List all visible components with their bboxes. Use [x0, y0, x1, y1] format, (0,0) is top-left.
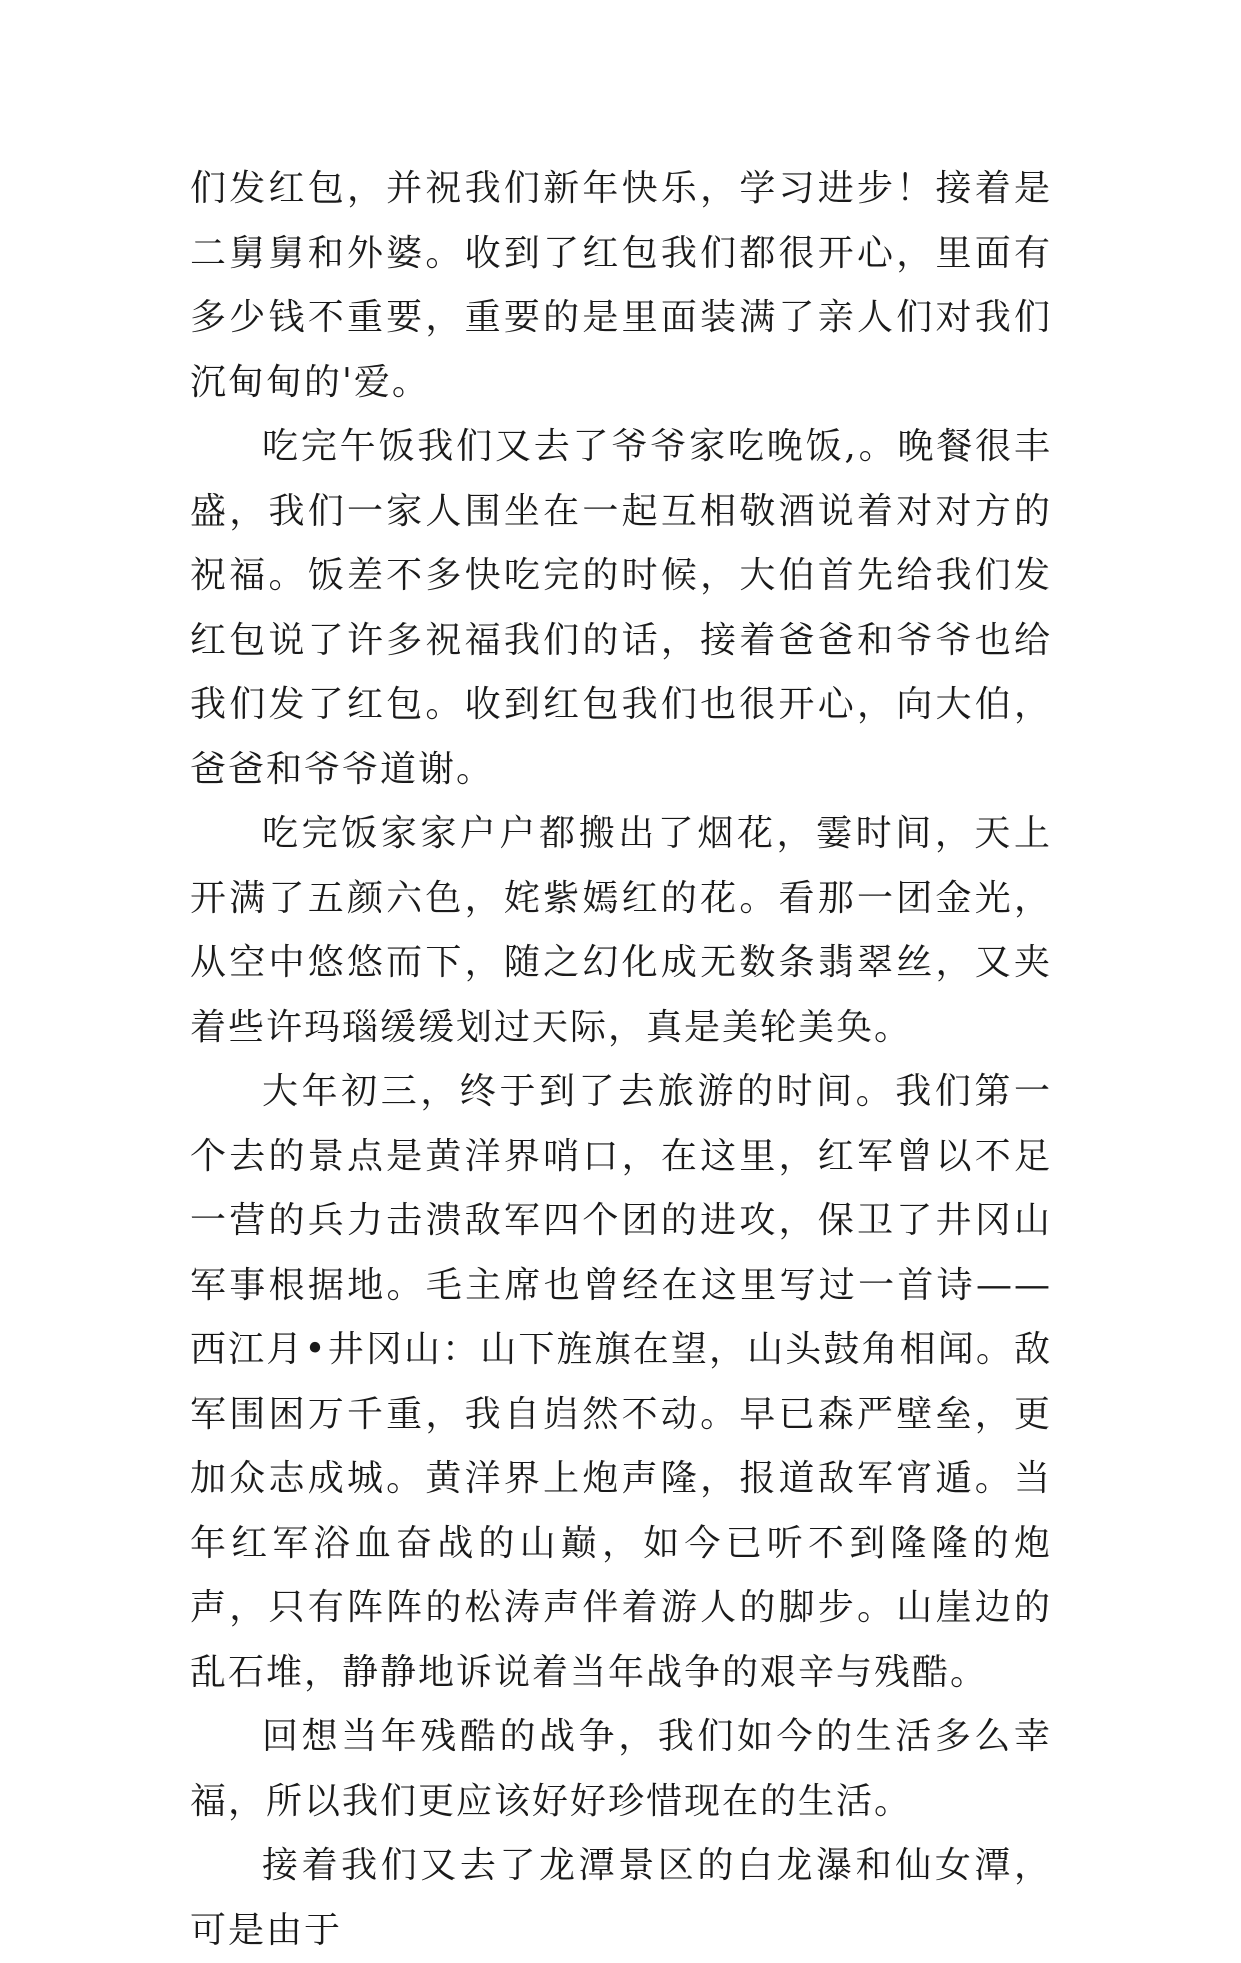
paragraph: 们发红包，并祝我们新年快乐，学习进步！接着是二舅舅和外婆。收到了红包我们都很开心，里面有多少钱不重要，重要的是里面装满了亲人们对我们沉甸甸的'爱。	[190, 168, 1052, 403]
paragraph: 大年初三，终于到了去旅游的时间。我们第一个去的景点是黄洋界哨口，在这里，红军曾以不足一营的兵力击溃敌军四个团的进攻，保卫了井冈山军事根据地。毛主席也曾经在这里写过一首诗——西江月•井冈山：山下旌旗在望，山头鼓角相闻。敌军围困万千重，我自岿然不动。早已森严壁垒，更加众志成城。黄洋界上炮声隆，报道敌军宵遁。当年红军浴血奋战的山巅，如今已听不到隆隆的炮声，只有阵阵的松涛声伴着游人的脚步。山崖边的乱石堆，静静地诉说着当年战争的艰辛与残酷。	[190, 1071, 1052, 1693]
paragraph: 吃完午饭我们又去了爷爷家吃晚饭,。晚餐很丰盛，我们一家人围坐在一起互相敬酒说着对对方的祝福。饭差不多快吃完的时候，大伯首先给我们发红包说了许多祝福我们的话，接着爸爸和爷爷也给我们发了红包。收到红包我们也很开心，向大伯，爸爸和爷爷道谢。	[190, 426, 1052, 790]
paragraph: 接着我们又去了龙潭景区的白龙瀑和仙女潭，可是由于	[190, 1845, 1052, 1951]
paragraph: 吃完饭家家户户都搬出了烟花，霎时间，天上开满了五颜六色，姹紫嫣红的花。看那一团金光，从空中悠悠而下，随之幻化成无数条翡翠丝，又夹着些许玛瑙缓缓划过天际，真是美轮美奂。	[190, 813, 1052, 1048]
paragraph: 回想当年残酷的战争，我们如今的生活多么幸福，所以我们更应该好好珍惜现在的生活。	[190, 1716, 1052, 1822]
document-body	[190, 157, 1052, 1963]
